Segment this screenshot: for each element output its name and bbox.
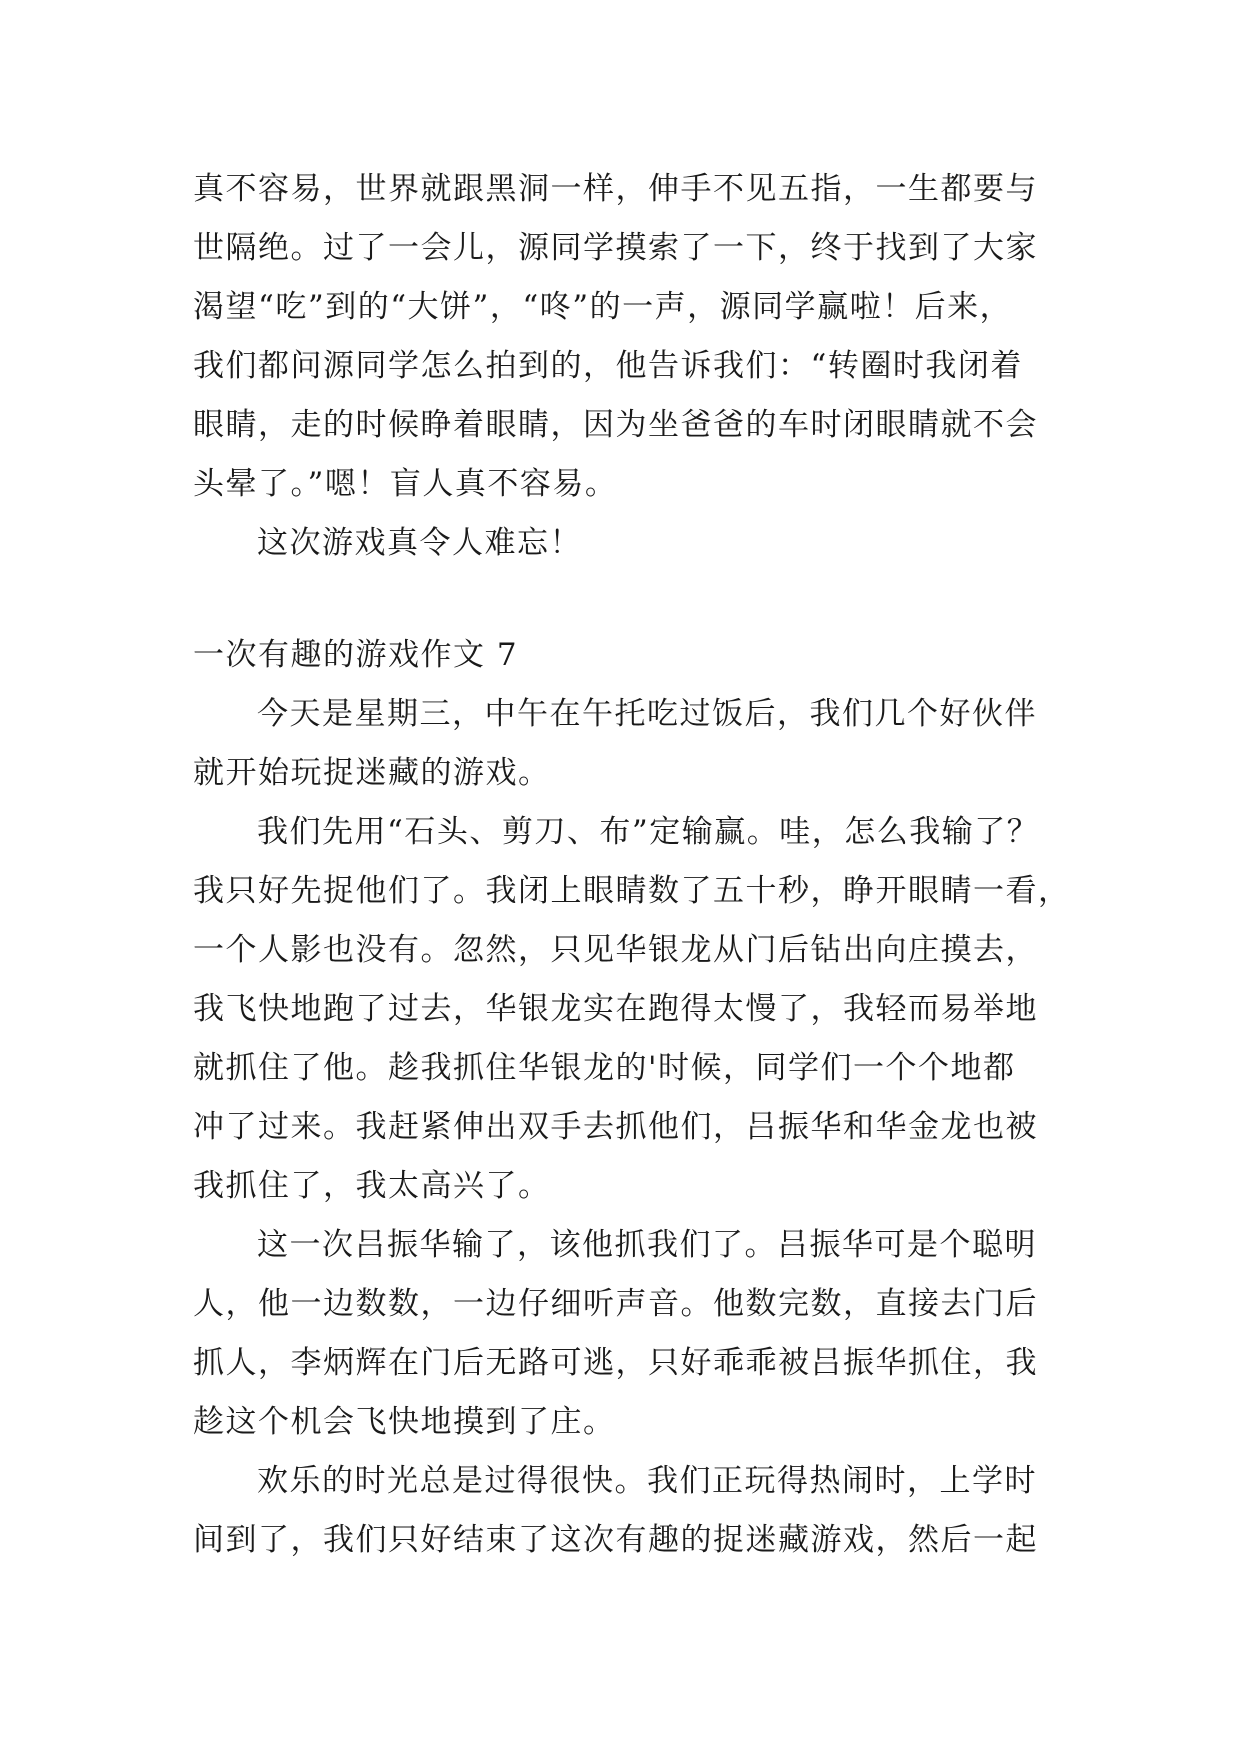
text-line: 我只好先捉他们了。我闭上眼睛数了五十秒，睁开眼睛一看， [193, 873, 1071, 909]
text-line: 渴望“吃”到的“大饼”，“咚”的一声，源同学赢啦！后来， [193, 289, 1013, 325]
text-line: 就开始玩捉迷藏的游戏。 [193, 755, 551, 791]
text-line: 冲了过来。我赶紧伸出双手去抓他们，吕振华和华金龙也被 [193, 1109, 1038, 1145]
text-line: 世隔绝。过了一会儿，源同学摸索了一下，终于找到了大家 [193, 230, 1038, 266]
paragraph-closing: 这次游戏真令人难忘！ [257, 525, 582, 561]
text-line: 真不容易，世界就跟黑洞一样，伸手不见五指，一生都要与 [193, 171, 1038, 207]
document-page [193, 160, 1071, 1570]
text-line: 趁这个机会飞快地摸到了庄。 [193, 1404, 616, 1440]
paragraph-1 [193, 685, 1063, 803]
text-line: 抓人，李炳辉在门后无路可逃，只好乖乖被吕振华抓住，我 [193, 1345, 1038, 1381]
paragraph-continued [193, 160, 1063, 514]
text-line: 我飞快地跑了过去，华银龙实在跑得太慢了，我轻而易举地 [193, 991, 1038, 1027]
paragraph-4 [193, 1452, 1063, 1570]
paragraph-3 [193, 1216, 1063, 1452]
text-line: 间到了，我们只好结束了这次有趣的捉迷藏游戏，然后一起 [193, 1522, 1038, 1558]
text-line: 今天是星期三，中午在午托吃过饭后，我们几个好伙伴 [257, 696, 1037, 732]
text-line: 欢乐的时光总是过得很快。我们正玩得热闹时，上学时 [257, 1463, 1037, 1499]
section-gap [193, 573, 1063, 626]
text-line: 我们先用“石头、剪刀、布”定输赢。哇，怎么我输了？ [257, 814, 1040, 850]
text-line: 一个人影也没有。忽然，只见华银龙从门后钻出向庄摸去， [193, 932, 1038, 968]
text-line: 我抓住了，我太高兴了。 [193, 1168, 551, 1204]
text-line: 就抓住了他。趁我抓住华银龙的'时候，同学们一个个地都 [193, 1050, 1016, 1086]
text-line: 这一次吕振华输了，该他抓我们了。吕振华可是个聪明 [257, 1227, 1037, 1263]
paragraph-2 [193, 803, 1071, 1216]
section-title: 一次有趣的游戏作文 7 [193, 637, 519, 673]
text-line: 眼睛，走的时候睁着眼睛，因为坐爸爸的车时闭眼睛就不会 [193, 407, 1038, 443]
text-line: 人，他一边数数，一边仔细听声音。他数完数，直接去门后 [193, 1286, 1038, 1322]
text-line: 头晕了。”嗯！盲人真不容易。 [193, 466, 618, 502]
text-line: 我们都问源同学怎么拍到的，他告诉我们：“转圈时我闭着 [193, 348, 1023, 384]
